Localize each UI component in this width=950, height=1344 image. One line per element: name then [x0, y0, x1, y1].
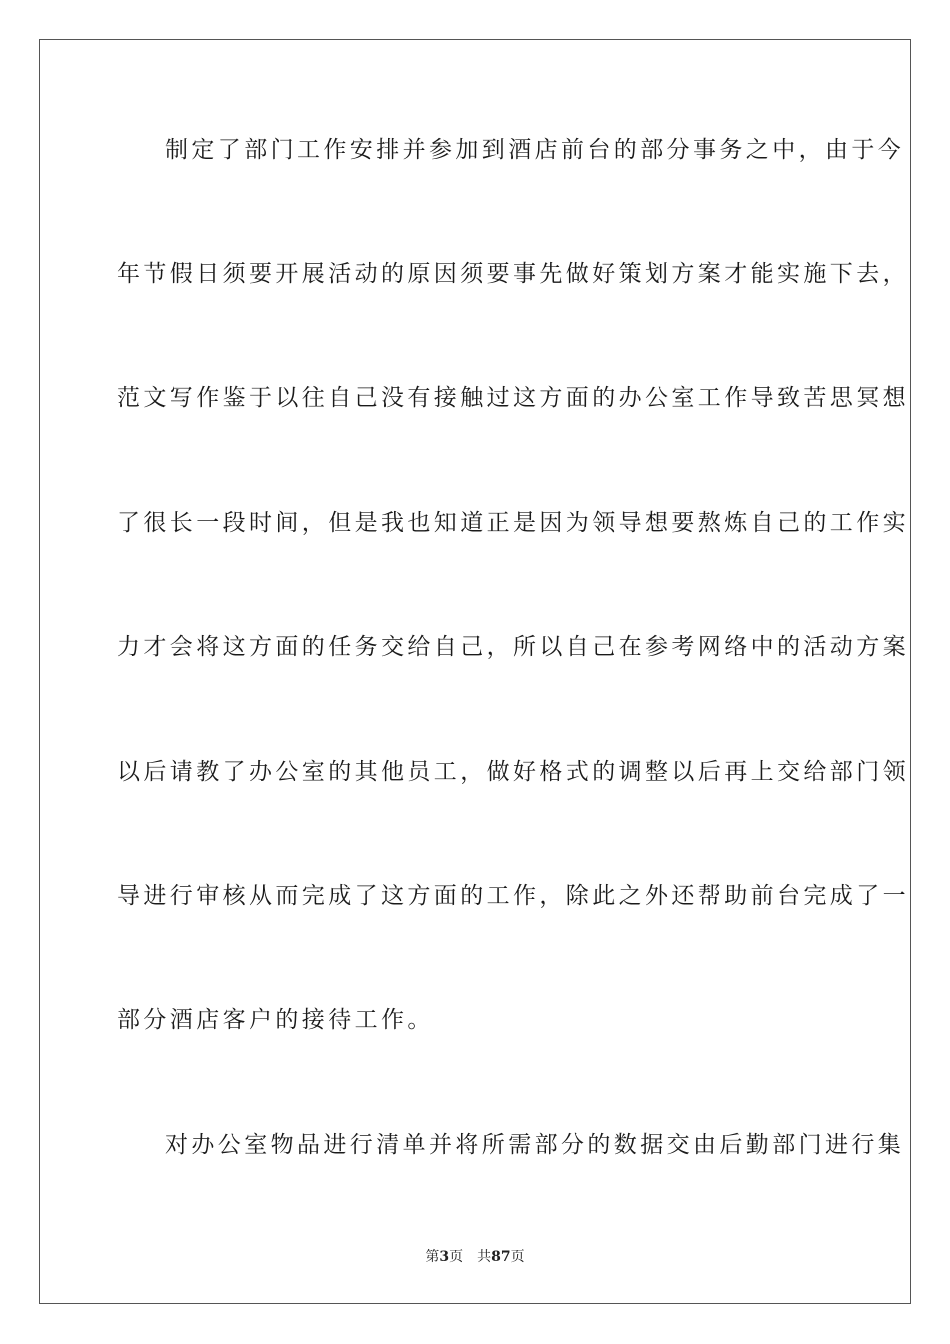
paragraph-1-line-7: 导进行审核从而完成了这方面的工作，除此之外还帮助前台完成了一: [117, 883, 909, 909]
page-footer: [0, 1247, 950, 1267]
paragraph-1-line-4: 了很长一段时间，但是我也知道正是因为领导想要熬炼自己的工作实: [117, 510, 909, 536]
paragraph-1-line-8: 部分酒店客户的接待工作。: [117, 1007, 434, 1033]
page-border: [39, 39, 911, 1304]
paragraph-1-line-6: 以后请教了办公室的其他员工，做好格式的调整以后再上交给部门领: [117, 759, 909, 785]
footer-page-total: 87: [491, 1249, 511, 1265]
paragraph-1-line-3: 范文写作鉴于以往自己没有接触过这方面的办公室工作导致苦思冥想: [117, 385, 909, 411]
paragraph-1-line-1: 制定了部门工作安排并参加到酒店前台的部分事务之中，由于今: [165, 137, 905, 163]
footer-page-current: 3: [439, 1249, 450, 1265]
paragraph-2-line-1: 对办公室物品进行清单并将所需部分的数据交由后勤部门进行集: [165, 1132, 905, 1158]
footer-page-prefix: 第: [425, 1249, 440, 1265]
paragraph-1-line-2: 年节假日须要开展活动的原因须要事先做好策划方案才能实施下去，: [117, 261, 909, 287]
paragraph-1-line-5: 力才会将这方面的任务交给自己，所以自己在参考网络中的活动方案: [117, 634, 909, 660]
footer-total-suffix: 页: [510, 1249, 525, 1265]
footer-total-prefix: 共: [477, 1249, 492, 1265]
footer-page-mid: 页: [449, 1249, 464, 1265]
